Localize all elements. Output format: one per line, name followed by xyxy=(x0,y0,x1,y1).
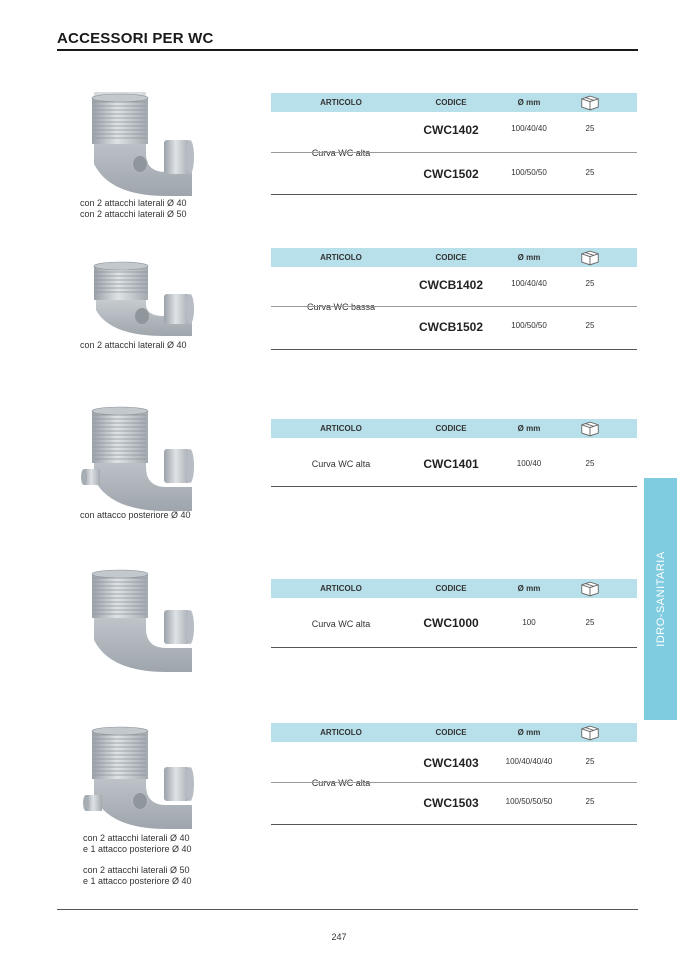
header-articolo: ARTICOLO xyxy=(320,424,362,433)
product-qty: 25 xyxy=(585,279,595,288)
product-diameter: 100/40/40 xyxy=(511,279,547,288)
header-codice: CODICE xyxy=(435,584,467,593)
header-diametro: Ø mm xyxy=(517,584,541,593)
note-line: e 1 attacco posteriore Ø 40 xyxy=(83,843,192,854)
header-codice: CODICE xyxy=(435,424,467,433)
product-code: CWC1401 xyxy=(423,457,479,471)
product-notes xyxy=(83,833,192,886)
table-body xyxy=(271,112,637,195)
table-row xyxy=(271,783,637,824)
product-image-curva-wc-alta-laterali-posteriore xyxy=(80,725,200,835)
note-line: e 1 attacco posteriore Ø 40 xyxy=(83,875,192,886)
header-codice: CODICE xyxy=(435,728,467,737)
product-qty: 25 xyxy=(585,321,595,330)
table-body xyxy=(271,598,637,648)
header-diametro: Ø mm xyxy=(517,253,541,262)
table-body xyxy=(271,267,637,350)
table-row xyxy=(271,307,637,349)
product-image-curva-wc-alta-semplice xyxy=(80,568,200,678)
header-codice: CODICE xyxy=(435,98,467,107)
header-diametro: Ø mm xyxy=(517,728,541,737)
note-line: con 2 attacchi laterali Ø 40 xyxy=(83,833,190,843)
box-icon xyxy=(579,580,601,599)
product-code: CWCB1502 xyxy=(418,320,484,334)
table-row xyxy=(271,112,637,153)
box-icon xyxy=(579,724,601,743)
note-line: con 2 attacchi laterali Ø 40 xyxy=(80,198,187,208)
product-diameter: 100/40/40/40 xyxy=(505,757,553,766)
page-title: ACCESSORI PER WC xyxy=(57,30,214,47)
table-header xyxy=(271,248,637,267)
table-row xyxy=(271,598,637,647)
product-table xyxy=(271,248,637,350)
header-articolo: ARTICOLO xyxy=(320,253,362,262)
product-code: CWC1503 xyxy=(423,796,479,810)
title-rule xyxy=(57,49,638,51)
product-code: CWC1403 xyxy=(423,756,479,770)
product-notes xyxy=(80,198,187,219)
header-articolo: ARTICOLO xyxy=(320,98,362,107)
table-body xyxy=(271,438,637,487)
product-table xyxy=(271,723,637,825)
product-image-curva-wc-alta-posteriore xyxy=(80,405,200,515)
product-image-curva-wc-bassa xyxy=(80,260,200,340)
product-code: CWC1000 xyxy=(423,616,479,630)
header-articolo: ARTICOLO xyxy=(320,584,362,593)
product-table xyxy=(271,419,637,487)
product-table xyxy=(271,579,637,648)
section-side-tab xyxy=(644,478,677,720)
product-qty: 25 xyxy=(585,618,595,627)
header-codice: CODICE xyxy=(435,253,467,262)
product-diameter: 100/50/50 xyxy=(511,321,547,330)
table-header xyxy=(271,419,637,438)
footer-rule xyxy=(57,909,638,910)
note-line: con 2 attacchi laterali Ø 50 xyxy=(80,208,187,219)
product-image-curva-wc-alta-lateral xyxy=(80,92,200,202)
table-row xyxy=(271,153,637,194)
product-code: CWC1402 xyxy=(423,123,479,137)
product-qty: 25 xyxy=(585,757,595,766)
box-icon xyxy=(579,94,601,113)
product-diameter: 100/50/50/50 xyxy=(505,797,553,806)
product-diameter: 100/40/40 xyxy=(511,124,547,133)
product-qty: 25 xyxy=(585,124,595,133)
page-number: 247 xyxy=(331,932,347,942)
table-row xyxy=(271,267,637,307)
article-name: Curva WC bassa xyxy=(306,302,376,312)
product-table xyxy=(271,93,637,195)
product-notes xyxy=(80,340,187,351)
note-line: con attacco posteriore Ø 40 xyxy=(80,510,191,520)
side-tab-label: IDRO-SANITARIA xyxy=(654,551,667,647)
product-code: CWCB1402 xyxy=(418,278,484,292)
note-line: con 2 attacchi laterali Ø 50 xyxy=(83,865,190,875)
table-header xyxy=(271,723,637,742)
box-icon xyxy=(579,249,601,268)
note-line: con 2 attacchi laterali Ø 40 xyxy=(80,340,187,350)
product-qty: 25 xyxy=(585,168,595,177)
article-name: Curva WC alta xyxy=(311,619,371,629)
table-row xyxy=(271,438,637,486)
table-header xyxy=(271,93,637,112)
product-diameter: 100/50/50 xyxy=(511,168,547,177)
article-name: Curva WC alta xyxy=(311,459,371,469)
table-row xyxy=(271,742,637,783)
table-body xyxy=(271,742,637,825)
article-name: Curva WC alta xyxy=(311,148,371,158)
product-qty: 25 xyxy=(585,797,595,806)
header-diametro: Ø mm xyxy=(517,98,541,107)
product-qty: 25 xyxy=(585,459,595,468)
table-header xyxy=(271,579,637,598)
box-icon xyxy=(579,420,601,439)
product-notes xyxy=(80,510,191,521)
header-articolo: ARTICOLO xyxy=(320,728,362,737)
header-diametro: Ø mm xyxy=(517,424,541,433)
product-diameter: 100 xyxy=(522,618,536,627)
product-diameter: 100/40 xyxy=(516,459,542,468)
product-code: CWC1502 xyxy=(423,167,479,181)
article-name: Curva WC alta xyxy=(311,778,371,788)
